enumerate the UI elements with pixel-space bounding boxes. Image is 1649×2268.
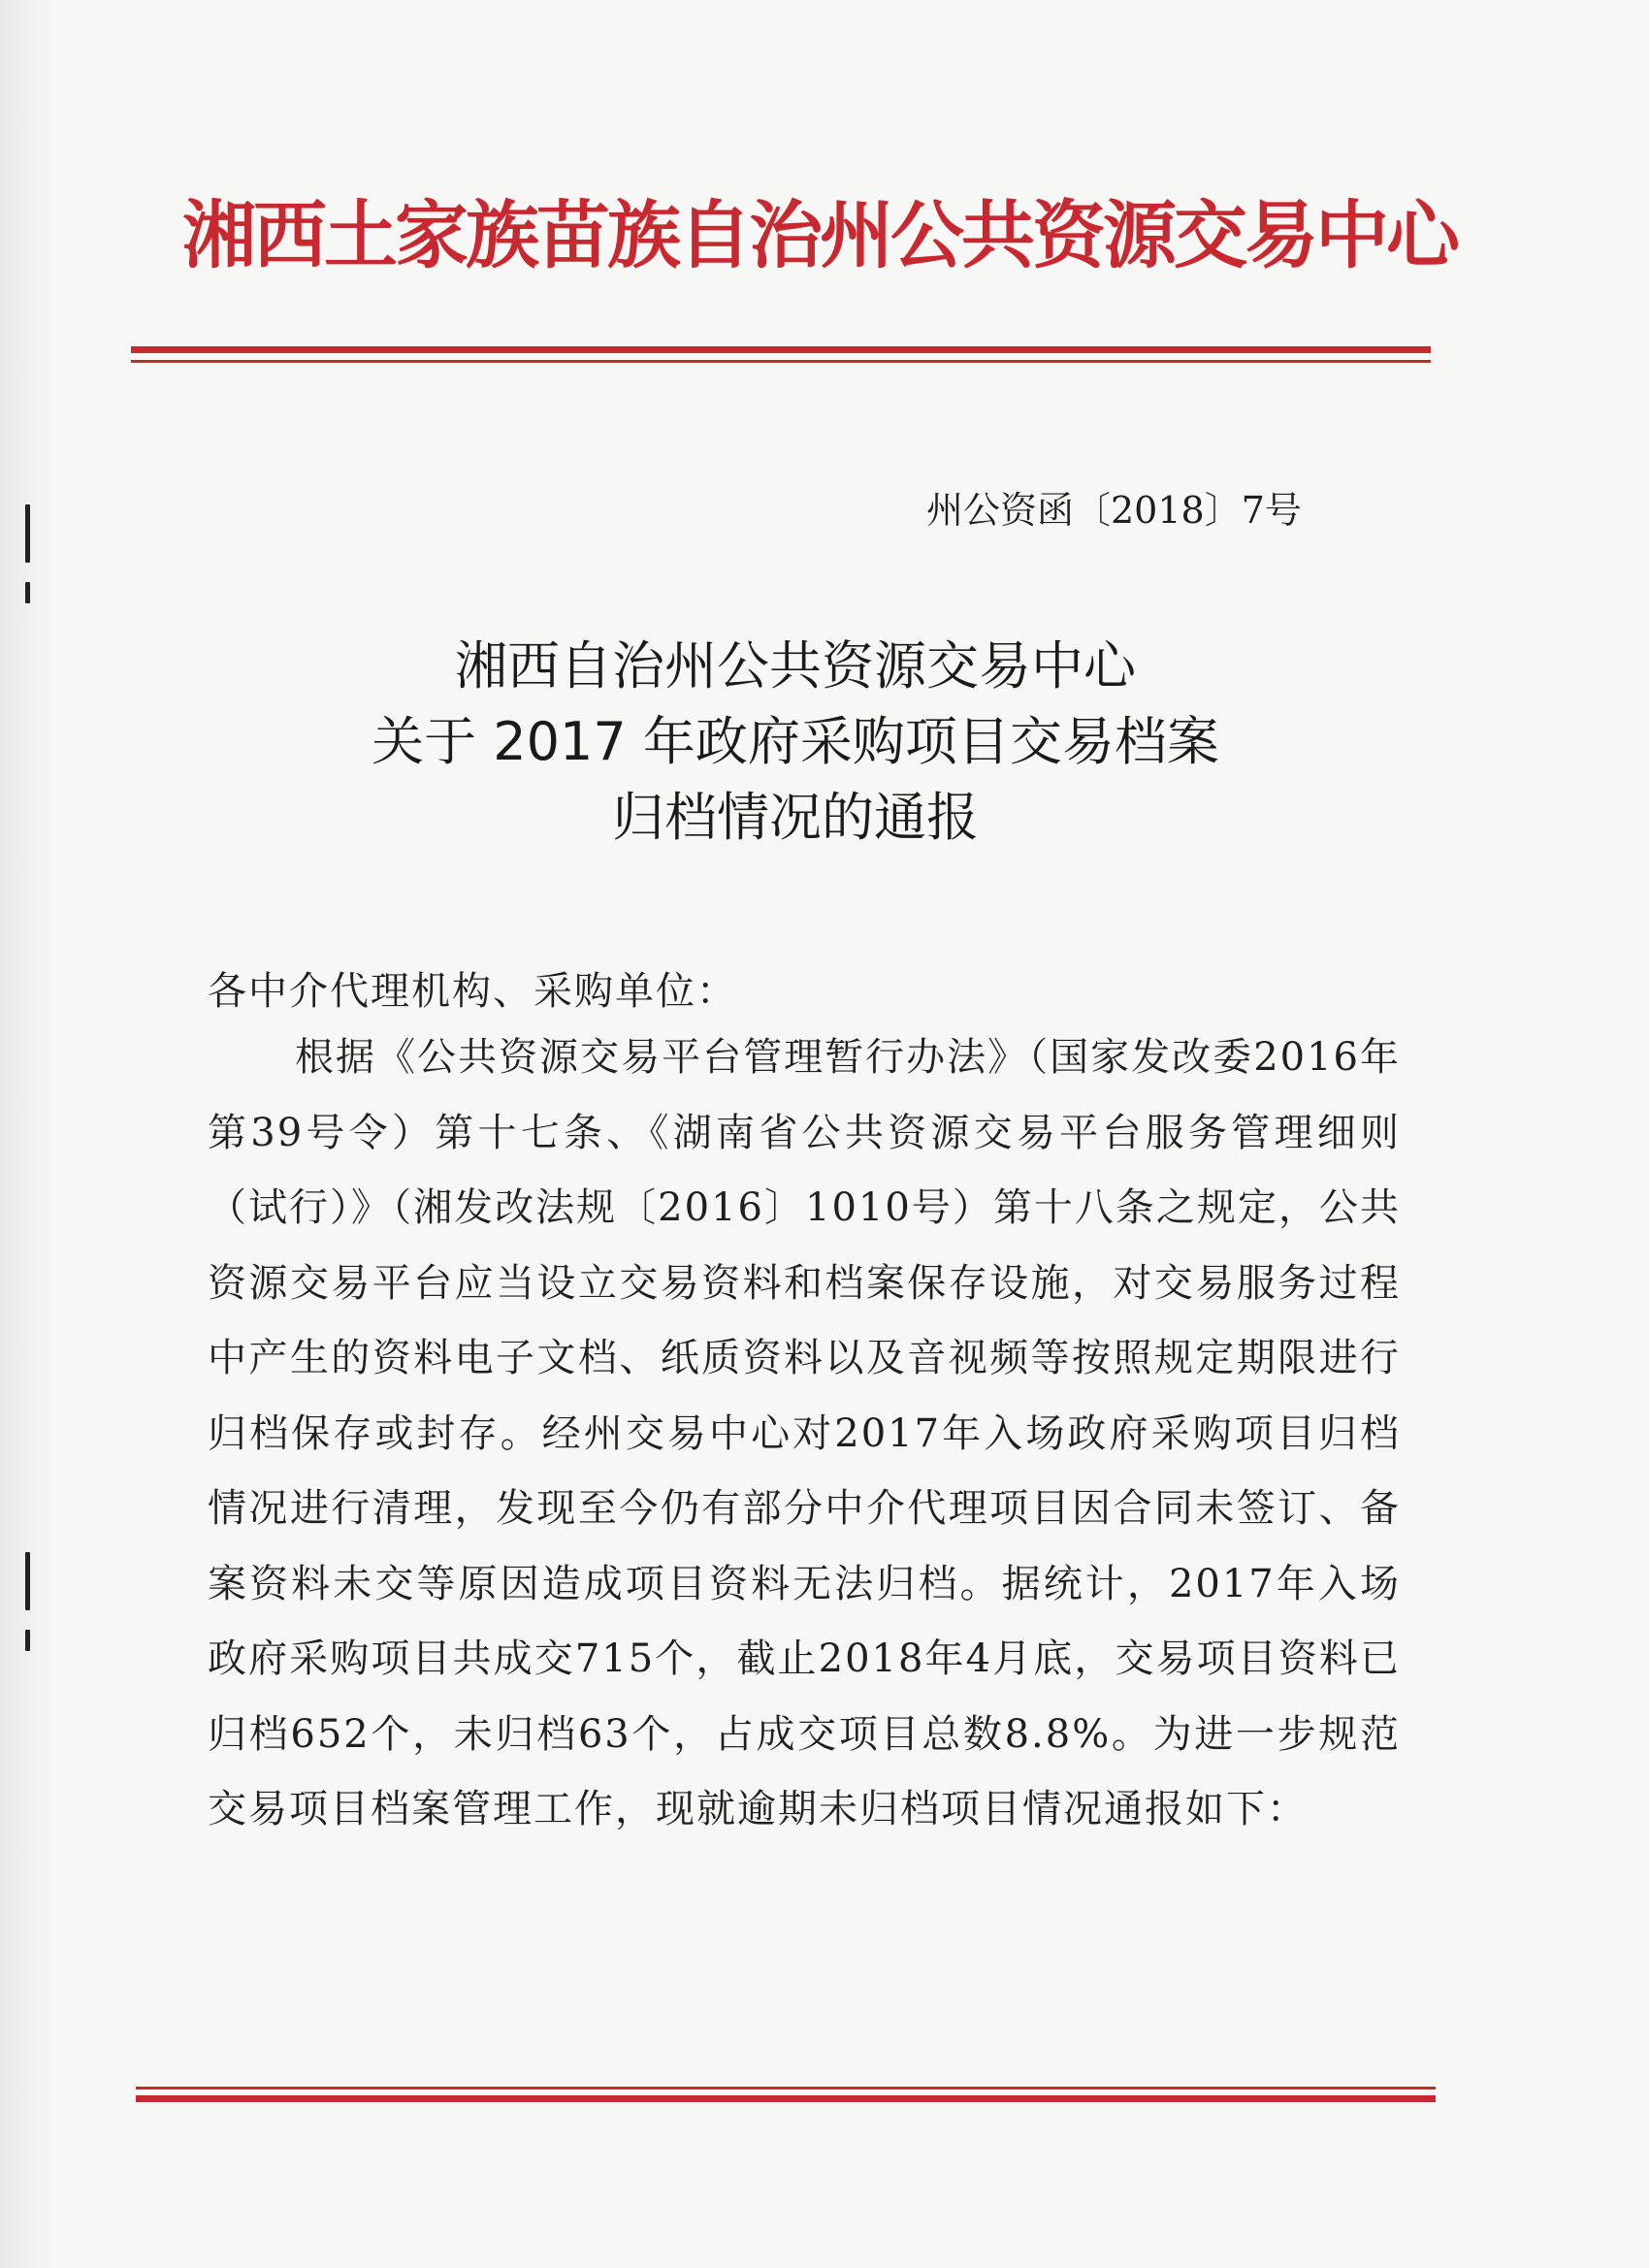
footer-rule-thin — [136, 2087, 1436, 2090]
binding-hole-mark — [25, 504, 30, 563]
scan-edge-shadow — [0, 0, 58, 2268]
binding-hole-mark — [25, 1630, 30, 1651]
header-rule-thick — [131, 346, 1431, 353]
title-line-1: 湘西自治州公共资源交易中心 — [455, 635, 1136, 697]
body-paragraph — [208, 1021, 1401, 1848]
binding-hole-mark — [25, 582, 30, 603]
document-number: 州公资函〔2018〕7号 — [926, 489, 1302, 532]
binding-hole-mark — [25, 1552, 30, 1610]
footer-rule-thick — [136, 2095, 1436, 2102]
title-line-2: 关于 2017 年政府采购项目交易档案 — [372, 711, 1219, 772]
header-rule-thin — [131, 360, 1431, 363]
masthead-org-name: 湘西土家族苗族自治州公共资源交易中心 — [182, 192, 1457, 278]
body-paragraph-text: 根据《公共资源交易平台管理暂行办法》（国家发改委2016年第39号令）第十七条、《湖南省公共资源交易平台服务管理细则（试行）》（湘发改法规〔2016〕1010号）第十八条之规定，公共资源交易平台应当设立交易资料和档案保存设施，对交易服务过程中产生的资料电子文档、纸质资料以及音视频等按照规定期限进行归档保存或封存。经州交易中心对2017年入场政府采购项目归档情况进行清理，发现至今仍有部分中介代理项目因合同未签订、备案资料未交等原因造成项目资料无法归档。据统计，2017年入场政府采购项目共成交715个，截止2018年4月底，交易项目资料已归档652个，未归档63个，占成交项目总数8.8%。为进一步规范交易项目档案管理工作，现就逾期未归档项目情况通报如下： — [208, 1035, 1401, 1831]
salutation: 各中介代理机构、采购单位： — [208, 969, 737, 1014]
title-line-3: 归档情况的通报 — [612, 787, 979, 848]
